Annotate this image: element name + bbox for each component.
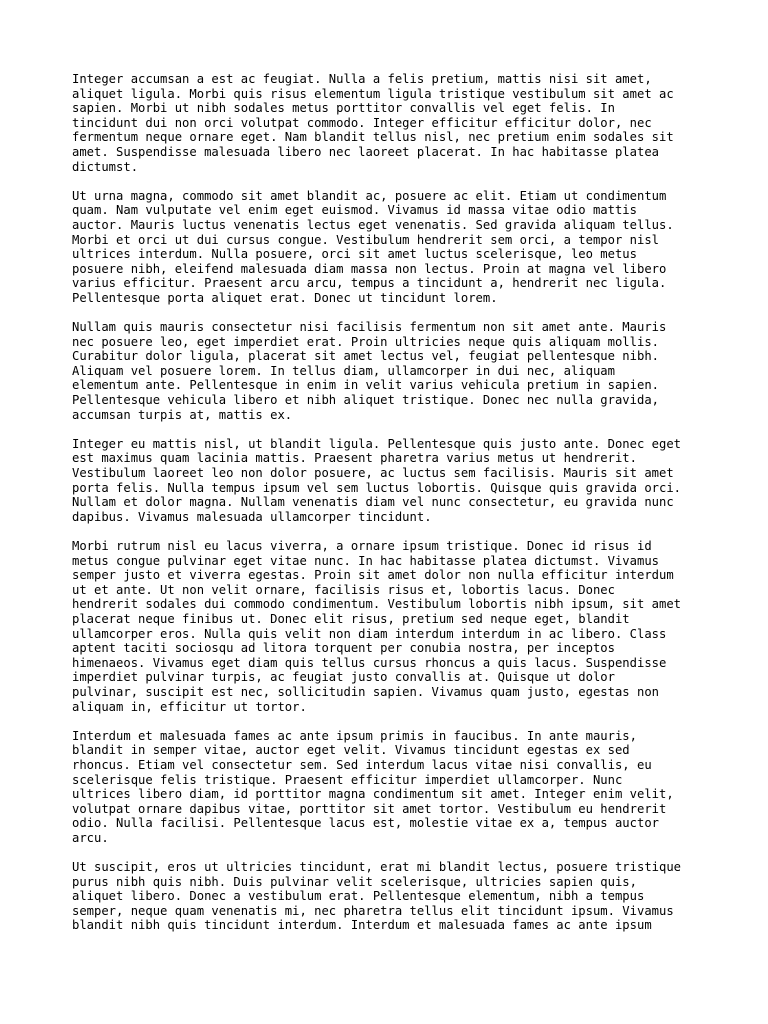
text-line: Nullam et dolor magna. Nullam venenatis diam vel nunc consectetur, eu gravida nunc <box>72 495 674 510</box>
text-line: porta felis. Nulla tempus ipsum vel sem luctus lobortis. Quisque quis gravida orci. <box>72 480 682 495</box>
text-line: ultrices interdum. Nulla posuere, orci sit amet luctus scelerisque, leo metus <box>72 247 637 262</box>
text-line: Ut urna magna, commodo sit amet blandit ac, posuere ac elit. Etiam ut condimentum <box>72 188 667 203</box>
paragraph-2 <box>72 189 704 306</box>
text-line: semper, neque quam venenatis mi, nec pharetra tellus elit tincidunt ipsum. Vivamus <box>72 903 674 918</box>
text-line: Pellentesque vehicula libero et nibh aliquet tristique. Donec nec nulla gravida, <box>72 393 659 408</box>
paragraph-5 <box>72 539 704 714</box>
text-line: arcu. <box>72 830 109 845</box>
text-line: semper justo et viverra egestas. Proin sit amet dolor non nulla efficitur interdum <box>72 568 674 583</box>
paragraph-7 <box>72 860 704 933</box>
text-line: dictumst. <box>72 159 139 174</box>
text-line: blandit nibh quis tincidunt interdum. Interdum et malesuada fames ac ante ipsum <box>72 918 652 933</box>
text-line: placerat neque finibus ut. Donec elit risus, pretium sed neque eget, blandit <box>72 611 630 626</box>
text-line: aliquet ligula. Morbi quis risus elementum ligula tristique vestibulum sit amet ac <box>72 86 674 101</box>
text-line: quam. Nam vulputate vel enim eget euismod. Vivamus id massa vitae odio mattis <box>72 203 637 218</box>
text-line: nec posuere leo, eget imperdiet erat. Proin ultricies neque quis aliquam mollis. <box>72 334 659 349</box>
text-line: aliquet libero. Donec a vestibulum erat. Pellentesque elementum, nibh a tempus <box>72 889 645 904</box>
text-line: ullamcorper eros. Nulla quis velit non diam interdum interdum in ac libero. Class <box>72 626 667 641</box>
paragraph-3 <box>72 320 704 422</box>
text-line: Pellentesque porta aliquet erat. Donec ut tincidunt lorem. <box>72 290 498 305</box>
document-body <box>72 72 704 933</box>
text-line: hendrerit sodales dui commodo condimentum. Vestibulum lobortis nibh ipsum, sit amet <box>72 597 682 612</box>
text-line: tincidunt dui non orci volutpat commodo. Integer efficitur efficitur dolor, nec <box>72 115 652 130</box>
text-line: himenaeos. Vivamus eget diam quis tellus cursus rhoncus a quis lacus. Suspendisse <box>72 655 667 670</box>
text-line: odio. Nulla facilisi. Pellentesque lacus est, molestie vitae ex a, tempus auctor <box>72 816 659 831</box>
text-line: pulvinar, suscipit est nec, sollicitudin sapien. Vivamus quam justo, egestas non <box>72 684 659 699</box>
text-line: dapibus. Vivamus malesuada ullamcorper tincidunt. <box>72 509 432 524</box>
text-line: scelerisque felis tristique. Praesent efficitur imperdiet ullamcorper. Nunc <box>72 772 623 787</box>
text-line: auctor. Mauris luctus venenatis lectus eget venenatis. Sed gravida aliquam tellus. <box>72 217 674 232</box>
text-line: fermentum neque ornare eget. Nam blandit tellus nisl, nec pretium enim sodales sit <box>72 130 674 145</box>
paragraph-4 <box>72 437 704 525</box>
text-line: Nullam quis mauris consectetur nisi facilisis fermentum non sit amet ante. Mauris <box>72 320 667 335</box>
text-line: est maximus quam lacinia mattis. Praesent pharetra varius metus ut hendrerit. <box>72 451 637 466</box>
text-line: aliquam in, efficitur ut tortor. <box>72 699 307 714</box>
text-line: ultrices libero diam, id porttitor magna condimentum sit amet. Integer enim velit, <box>72 787 674 802</box>
text-line: metus congue pulvinar eget vitae nunc. In hac habitasse platea dictumst. Vivamus <box>72 553 659 568</box>
text-line: Ut suscipit, eros ut ultricies tincidunt, erat mi blandit lectus, posuere tristique <box>72 860 682 875</box>
text-line: Interdum et malesuada fames ac ante ipsum primis in faucibus. In ante mauris, <box>72 728 637 743</box>
text-line: accumsan turpis at, mattis ex. <box>72 407 293 422</box>
text-line: Curabitur dolor ligula, placerat sit amet lectus vel, feugiat pellentesque nibh. <box>72 349 659 364</box>
text-line: Vestibulum laoreet leo non dolor posuere, ac luctus sem facilisis. Mauris sit amet <box>72 466 674 481</box>
text-line: Aliquam vel posuere lorem. In tellus diam, ullamcorper in dui nec, aliquam <box>72 363 615 378</box>
text-line: volutpat ornare dapibus vitae, porttitor sit amet tortor. Vestibulum eu hendrerit <box>72 801 667 816</box>
text-line: amet. Suspendisse malesuada libero nec laoreet placerat. In hac habitasse platea <box>72 144 659 159</box>
text-line: Morbi et orci ut dui cursus congue. Vestibulum hendrerit sem orci, a tempor nisl <box>72 232 659 247</box>
text-line: varius efficitur. Praesent arcu arcu, tempus a tincidunt a, hendrerit nec ligula. <box>72 276 667 291</box>
paragraph-1 <box>72 72 704 174</box>
text-line: sapien. Morbi ut nibh sodales metus porttitor convallis vel eget felis. In <box>72 101 615 116</box>
text-line: Integer eu mattis nisl, ut blandit ligula. Pellentesque quis justo ante. Donec eget <box>72 436 682 451</box>
text-line: rhoncus. Etiam vel consectetur sem. Sed interdum lacus vitae nisi convallis, eu <box>72 757 652 772</box>
text-line: purus nibh quis nibh. Duis pulvinar velit scelerisque, ultricies sapien quis, <box>72 874 637 889</box>
text-line: blandit in semper vitae, auctor eget velit. Vivamus tincidunt egestas ex sed <box>72 743 630 758</box>
text-line: imperdiet pulvinar turpis, ac feugiat justo convallis at. Quisque ut dolor <box>72 670 615 685</box>
text-line: elementum ante. Pellentesque in enim in velit varius vehicula pretium in sapien. <box>72 378 659 393</box>
text-line: posuere nibh, eleifend malesuada diam massa non lectus. Proin at magna vel libero <box>72 261 667 276</box>
text-line: Integer accumsan a est ac feugiat. Nulla a felis pretium, mattis nisi sit amet, <box>72 72 652 86</box>
text-line: aptent taciti sociosqu ad litora torquent per conubia nostra, per inceptos <box>72 641 615 656</box>
paragraph-6 <box>72 729 704 846</box>
text-line: ut et ante. Ut non velit ornare, facilisis risus et, lobortis lacus. Donec <box>72 582 615 597</box>
text-line: Morbi rutrum nisl eu lacus viverra, a ornare ipsum tristique. Donec id risus id <box>72 539 652 553</box>
